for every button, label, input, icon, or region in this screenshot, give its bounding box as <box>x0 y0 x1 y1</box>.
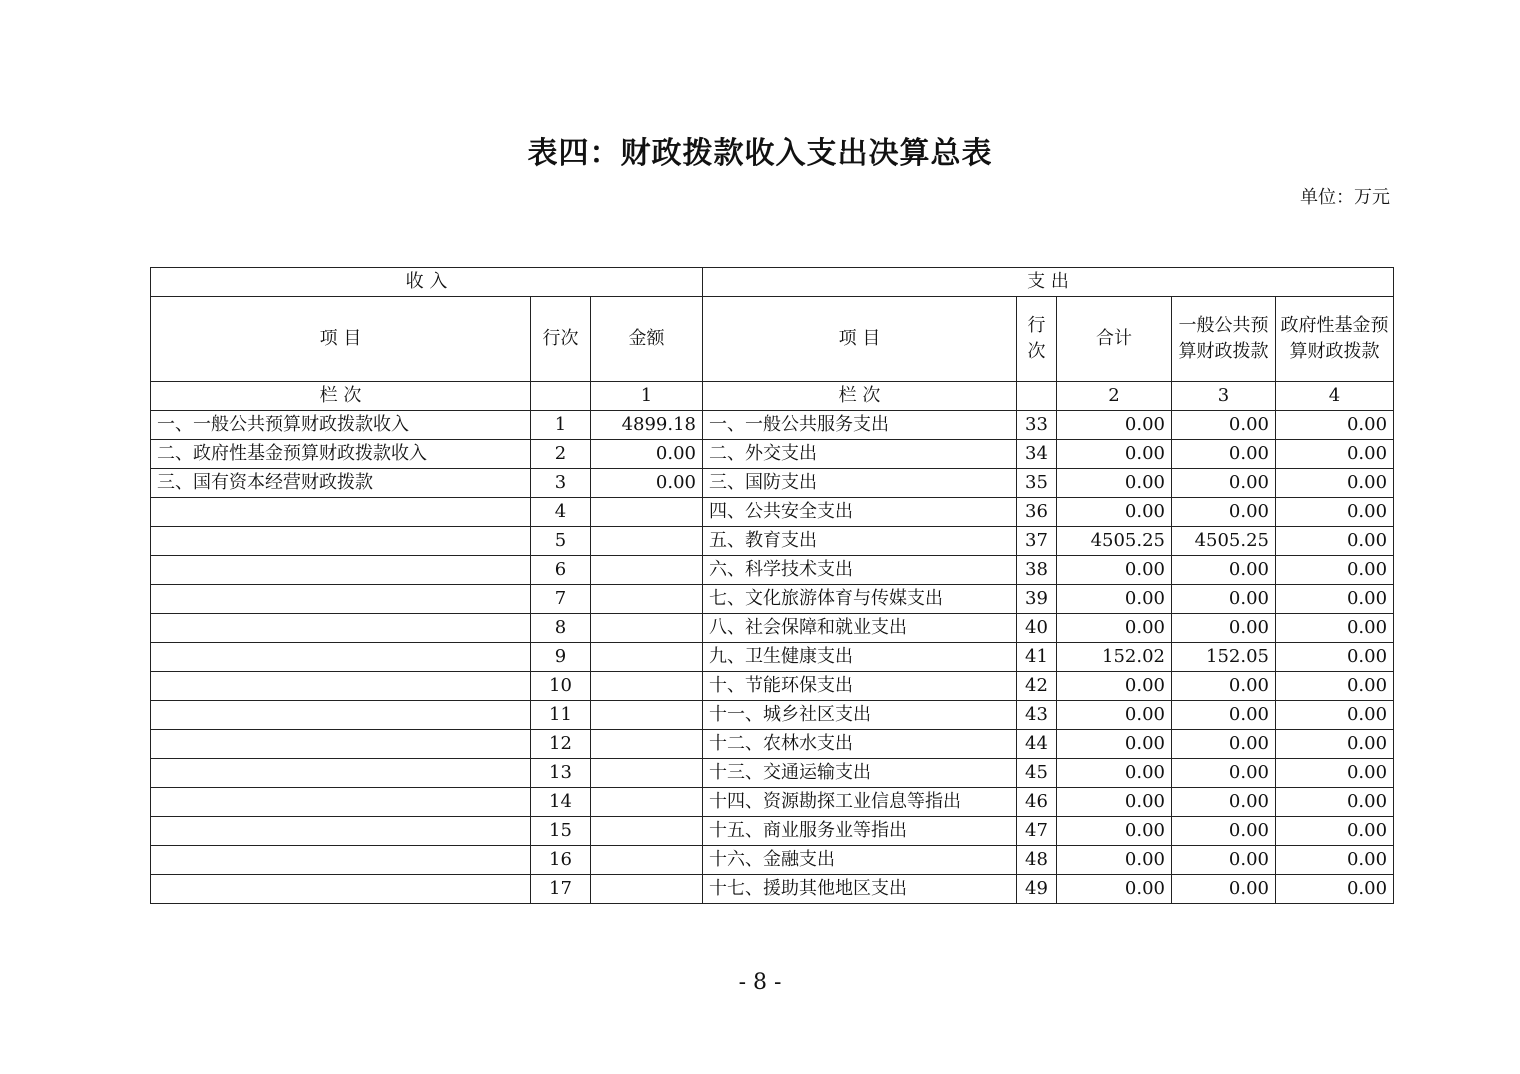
expense-row-no-cell: 41 <box>1017 643 1057 672</box>
table-row <box>151 730 1394 759</box>
expense-fund-cell: 0.00 <box>1276 498 1394 527</box>
income-item-cell <box>151 817 531 846</box>
index-fund: 4 <box>1276 382 1394 411</box>
table-row <box>151 498 1394 527</box>
expense-total-cell: 0.00 <box>1057 556 1172 585</box>
expense-fund-cell: 0.00 <box>1276 788 1394 817</box>
expense-row-no-cell: 45 <box>1017 759 1057 788</box>
expense-row-no-cell: 35 <box>1017 469 1057 498</box>
income-amount-cell: 0.00 <box>591 440 703 469</box>
income-row-no-cell: 10 <box>531 672 591 701</box>
expense-total-cell: 0.00 <box>1057 672 1172 701</box>
expense-row-no-cell: 36 <box>1017 498 1057 527</box>
income-item-cell <box>151 498 531 527</box>
expense-fund-cell: 0.00 <box>1276 440 1394 469</box>
index-expense-label: 栏 次 <box>703 382 1017 411</box>
expense-fund-cell: 0.00 <box>1276 730 1394 759</box>
income-amount-cell <box>591 498 703 527</box>
expense-item-cell: 五、教育支出 <box>703 527 1017 556</box>
income-row-no-cell: 1 <box>531 411 591 440</box>
expense-general-cell: 0.00 <box>1172 498 1276 527</box>
expense-general-cell: 0.00 <box>1172 759 1276 788</box>
expense-total-cell: 0.00 <box>1057 498 1172 527</box>
expense-total-cell: 152.02 <box>1057 643 1172 672</box>
income-item-cell: 一、一般公共预算财政拨款收入 <box>151 411 531 440</box>
income-amount-cell <box>591 817 703 846</box>
expense-item-cell: 九、卫生健康支出 <box>703 643 1017 672</box>
budget-table <box>150 267 1394 904</box>
col-header-income-item: 项 目 <box>151 297 531 382</box>
income-row-no-cell: 12 <box>531 730 591 759</box>
expense-fund-cell: 0.00 <box>1276 527 1394 556</box>
table-row <box>151 469 1394 498</box>
expense-fund-cell: 0.00 <box>1276 411 1394 440</box>
expense-row-no-cell: 47 <box>1017 817 1057 846</box>
expense-general-cell: 0.00 <box>1172 788 1276 817</box>
expense-fund-cell: 0.00 <box>1276 614 1394 643</box>
expense-total-cell: 0.00 <box>1057 614 1172 643</box>
income-item-cell <box>151 701 531 730</box>
table-row <box>151 846 1394 875</box>
income-amount-cell <box>591 730 703 759</box>
expense-general-cell: 0.00 <box>1172 469 1276 498</box>
expense-general-cell: 0.00 <box>1172 875 1276 904</box>
expense-item-cell: 十六、金融支出 <box>703 846 1017 875</box>
income-amount-cell <box>591 759 703 788</box>
expense-row-no-cell: 46 <box>1017 788 1057 817</box>
expense-general-cell: 0.00 <box>1172 411 1276 440</box>
income-amount-cell <box>591 556 703 585</box>
expense-fund-cell: 0.00 <box>1276 759 1394 788</box>
table-row <box>151 411 1394 440</box>
col-header-expense-fund: 政府性基金预算财政拨款 <box>1276 297 1394 382</box>
expense-total-cell: 0.00 <box>1057 875 1172 904</box>
table-row <box>151 672 1394 701</box>
income-row-no-cell: 6 <box>531 556 591 585</box>
table-row <box>151 788 1394 817</box>
expense-fund-cell: 0.00 <box>1276 469 1394 498</box>
expense-fund-cell: 0.00 <box>1276 672 1394 701</box>
expense-row-no-cell: 49 <box>1017 875 1057 904</box>
expense-total-cell: 0.00 <box>1057 730 1172 759</box>
income-row-no-cell: 4 <box>531 498 591 527</box>
unit-label: 单位：万元 <box>1300 187 1390 208</box>
expense-general-cell: 0.00 <box>1172 585 1276 614</box>
expense-general-cell: 0.00 <box>1172 817 1276 846</box>
expense-item-cell: 十四、资源勘探工业信息等指出 <box>703 788 1017 817</box>
expense-row-no-cell: 38 <box>1017 556 1057 585</box>
expense-item-cell: 十三、交通运输支出 <box>703 759 1017 788</box>
expense-total-cell: 0.00 <box>1057 788 1172 817</box>
income-row-no-cell: 14 <box>531 788 591 817</box>
income-row-no-cell: 13 <box>531 759 591 788</box>
table-row <box>151 701 1394 730</box>
expense-row-no-cell: 34 <box>1017 440 1057 469</box>
table-row <box>151 440 1394 469</box>
income-amount-cell <box>591 701 703 730</box>
expense-item-cell: 八、社会保障和就业支出 <box>703 614 1017 643</box>
expense-item-cell: 十五、商业服务业等指出 <box>703 817 1017 846</box>
expense-section-header: 支 出 <box>703 268 1394 297</box>
income-item-cell <box>151 585 531 614</box>
income-amount-cell: 0.00 <box>591 469 703 498</box>
income-item-cell <box>151 527 531 556</box>
table-row <box>151 875 1394 904</box>
expense-total-cell: 4505.25 <box>1057 527 1172 556</box>
table-row <box>151 759 1394 788</box>
section-header-row <box>151 268 1394 297</box>
income-amount-cell <box>591 846 703 875</box>
income-item-cell: 三、国有资本经营财政拨款 <box>151 469 531 498</box>
index-expense-row-no <box>1017 382 1057 411</box>
income-item-cell <box>151 643 531 672</box>
expense-item-cell: 十七、援助其他地区支出 <box>703 875 1017 904</box>
income-amount-cell <box>591 643 703 672</box>
income-item-cell: 二、政府性基金预算财政拨款收入 <box>151 440 531 469</box>
index-general: 3 <box>1172 382 1276 411</box>
expense-total-cell: 0.00 <box>1057 585 1172 614</box>
income-item-cell <box>151 875 531 904</box>
income-row-no-cell: 8 <box>531 614 591 643</box>
income-amount-cell: 4899.18 <box>591 411 703 440</box>
expense-item-cell: 七、文化旅游体育与传媒支出 <box>703 585 1017 614</box>
income-row-no-cell: 7 <box>531 585 591 614</box>
expense-fund-cell: 0.00 <box>1276 817 1394 846</box>
expense-item-cell: 一、一般公共服务支出 <box>703 411 1017 440</box>
table-row <box>151 614 1394 643</box>
table-row <box>151 817 1394 846</box>
expense-item-cell: 四、公共安全支出 <box>703 498 1017 527</box>
income-row-no-cell: 9 <box>531 643 591 672</box>
income-item-cell <box>151 730 531 759</box>
table-row <box>151 643 1394 672</box>
index-total: 2 <box>1057 382 1172 411</box>
page-title: 表四：财政拨款收入支出决算总表 <box>527 136 993 171</box>
expense-item-cell: 十、节能环保支出 <box>703 672 1017 701</box>
expense-total-cell: 0.00 <box>1057 701 1172 730</box>
income-row-no-cell: 3 <box>531 469 591 498</box>
column-index-row <box>151 382 1394 411</box>
expense-fund-cell: 0.00 <box>1276 846 1394 875</box>
expense-fund-cell: 0.00 <box>1276 585 1394 614</box>
col-header-income-row-no: 行次 <box>531 297 591 382</box>
income-row-no-cell: 5 <box>531 527 591 556</box>
income-amount-cell <box>591 585 703 614</box>
income-amount-cell <box>591 527 703 556</box>
income-item-cell <box>151 759 531 788</box>
col-header-expense-total: 合计 <box>1057 297 1172 382</box>
expense-general-cell: 0.00 <box>1172 730 1276 759</box>
index-income-label: 栏 次 <box>151 382 531 411</box>
expense-fund-cell: 0.00 <box>1276 643 1394 672</box>
income-row-no-cell: 2 <box>531 440 591 469</box>
expense-item-cell: 十二、农林水支出 <box>703 730 1017 759</box>
expense-item-cell: 二、外交支出 <box>703 440 1017 469</box>
expense-item-cell: 六、科学技术支出 <box>703 556 1017 585</box>
income-amount-cell <box>591 614 703 643</box>
income-section-header: 收 入 <box>151 268 703 297</box>
expense-row-no-cell: 39 <box>1017 585 1057 614</box>
table-row <box>151 585 1394 614</box>
expense-row-no-cell: 43 <box>1017 701 1057 730</box>
expense-general-cell: 4505.25 <box>1172 527 1276 556</box>
expense-general-cell: 0.00 <box>1172 846 1276 875</box>
expense-row-no-cell: 44 <box>1017 730 1057 759</box>
income-item-cell <box>151 846 531 875</box>
expense-fund-cell: 0.00 <box>1276 701 1394 730</box>
expense-general-cell: 152.05 <box>1172 643 1276 672</box>
page-number: - 8 - <box>738 970 782 995</box>
col-header-expense-item: 项 目 <box>703 297 1017 382</box>
expense-general-cell: 0.00 <box>1172 556 1276 585</box>
expense-row-no-cell: 37 <box>1017 527 1057 556</box>
expense-total-cell: 0.00 <box>1057 759 1172 788</box>
expense-row-no-cell: 33 <box>1017 411 1057 440</box>
expense-fund-cell: 0.00 <box>1276 875 1394 904</box>
income-item-cell <box>151 614 531 643</box>
expense-total-cell: 0.00 <box>1057 817 1172 846</box>
table-row <box>151 556 1394 585</box>
expense-row-no-cell: 42 <box>1017 672 1057 701</box>
income-item-cell <box>151 788 531 817</box>
expense-total-cell: 0.00 <box>1057 469 1172 498</box>
col-header-income-amount: 金额 <box>591 297 703 382</box>
income-row-no-cell: 16 <box>531 846 591 875</box>
expense-fund-cell: 0.00 <box>1276 556 1394 585</box>
income-item-cell <box>151 672 531 701</box>
expense-row-no-cell: 48 <box>1017 846 1057 875</box>
income-item-cell <box>151 556 531 585</box>
table-row <box>151 527 1394 556</box>
column-header-row <box>151 297 1394 382</box>
expense-general-cell: 0.00 <box>1172 672 1276 701</box>
col-header-expense-row-no: 行次 <box>1017 297 1057 382</box>
index-income-row-no <box>531 382 591 411</box>
expense-item-cell: 十一、城乡社区支出 <box>703 701 1017 730</box>
expense-general-cell: 0.00 <box>1172 701 1276 730</box>
income-amount-cell <box>591 875 703 904</box>
income-row-no-cell: 11 <box>531 701 591 730</box>
index-income-amount: 1 <box>591 382 703 411</box>
col-header-expense-general: 一般公共预算财政拨款 <box>1172 297 1276 382</box>
expense-row-no-cell: 40 <box>1017 614 1057 643</box>
income-row-no-cell: 15 <box>531 817 591 846</box>
income-amount-cell <box>591 788 703 817</box>
expense-general-cell: 0.00 <box>1172 614 1276 643</box>
expense-total-cell: 0.00 <box>1057 411 1172 440</box>
income-row-no-cell: 17 <box>531 875 591 904</box>
expense-total-cell: 0.00 <box>1057 846 1172 875</box>
expense-item-cell: 三、国防支出 <box>703 469 1017 498</box>
expense-total-cell: 0.00 <box>1057 440 1172 469</box>
income-amount-cell <box>591 672 703 701</box>
expense-general-cell: 0.00 <box>1172 440 1276 469</box>
